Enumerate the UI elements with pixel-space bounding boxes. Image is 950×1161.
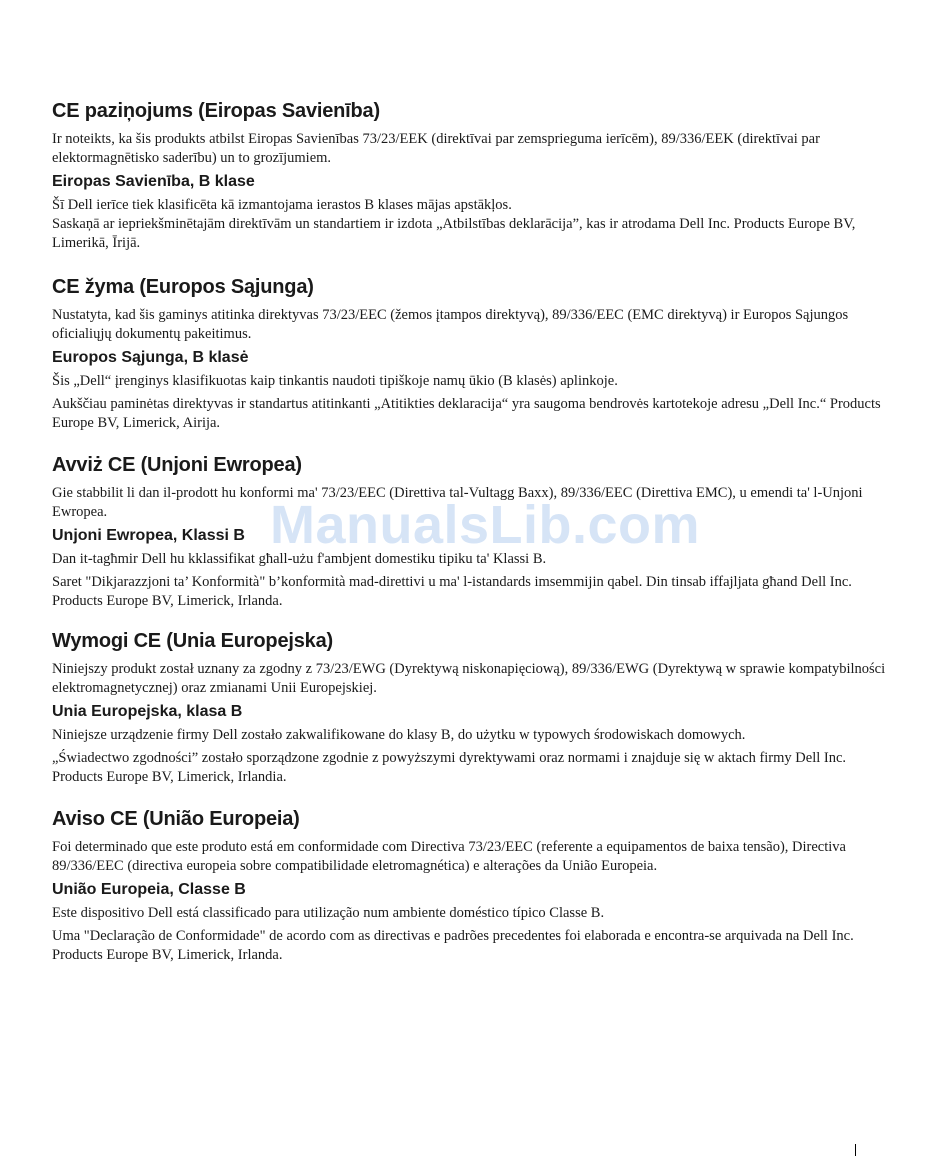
section-title: Wymogi CE (Unia Europejska) bbox=[52, 630, 333, 652]
section-body: Foi determinado que este produto está em conformidade com Directiva 73/23/EEC (referente a equipamentos de baixa tensão), Directiva 89/336/EEC (directiva europeia sobre compatibilidade eletromagnética) e alterações da União Europeia. bbox=[52, 839, 846, 874]
section-line: Aukščiau paminėtas direktyvas ir standartus atitinkanti „Atitikties deklaracija“ yra saugoma bendrovės kartotekoje adresu „Dell Inc.“ Products Europe BV, Limerick, Airija. bbox=[52, 396, 881, 431]
section-line: Saret "Dikjarazzjoni ta’ Konformità" b’konformità mad-direttivi u ma' l-istandards imsemmijin qabel. Din tinsab iffajljata għand Dell Inc. Products Europe BV, Limerick, Irlanda. bbox=[52, 574, 852, 609]
section-line: „Świadectwo zgodności” zostało sporządzone zgodnie z powyższymi dyrektywami oraz normami i znajduje się w aktach firmy Dell Inc. Products Europe BV, Limerick, Irlandia. bbox=[52, 750, 847, 785]
section-subtitle: Europos Sąjunga, B klasė bbox=[52, 349, 249, 366]
section-subtitle: Eiropas Savienība, B klase bbox=[52, 173, 255, 190]
section-title: CE žyma (Europos Sąjunga) bbox=[52, 276, 314, 298]
section-maltese bbox=[52, 452, 898, 628]
section-body: Niniejszy produkt został uznany za zgodny z 73/23/EWG (Dyrektywą niskonapięciową), 89/336/EWG (Dyrektywą w sprawie kompatybilności elektromagnetycznej) oraz zmianami Unii Europejskiej. bbox=[52, 661, 886, 696]
section-line: Niniejsze urządzenie firmy Dell zostało zakwalifikowane do klasy B, do użytku w typowych środowiskach domowych. bbox=[52, 727, 746, 743]
section-polish bbox=[52, 628, 898, 806]
section-title: Aviso CE (União Europeia) bbox=[52, 808, 300, 830]
section-title: Avviż CE (Unjoni Ewropea) bbox=[52, 454, 302, 476]
section-line: Dan it-tagħmir Dell hu kklassifikat għall-użu f'ambjent domestiku tipiku ta' Klassi B. bbox=[52, 551, 547, 567]
section-line: Šī Dell ierīce tiek klasificēta kā izmantojama ierastos B klases mājas apstākļos. bbox=[52, 197, 512, 213]
section-body: Ir noteikts, ka šis produkts atbilst Eiropas Savienības 73/23/EEK (direktīvai par zemsprieguma ierīcēm), 89/336/EEK (direktīvai par elektormagnētisko saderību) un to grozījumiem. bbox=[52, 131, 820, 166]
section-title: CE paziņojums (Eiropas Savienība) bbox=[52, 100, 380, 122]
section-line: Šis „Dell“ įrenginys klasifikuotas kaip tinkantis naudoti tipiškoje namų ūkio (B klasės) aplinkoje. bbox=[52, 373, 618, 389]
section-line: Este dispositivo Dell está classificado para utilização num ambiente doméstico típico Classe B. bbox=[52, 905, 605, 921]
watermark: ManualsLib.com bbox=[270, 495, 701, 555]
section-subtitle: Unia Europejska, klasa B bbox=[52, 703, 243, 720]
section-line: Saskaņā ar iepriekšminētajām direktīvām un standartiem ir izdota „Atbilstības deklarācija”, kas ir atrodama Dell Inc. Products Europe BV, Limerikā, Īrijā. bbox=[52, 216, 856, 251]
section-portuguese bbox=[52, 806, 898, 976]
page-number-marker bbox=[855, 1144, 856, 1156]
section-body: Nustatyta, kad šis gaminys atitinka direktyvas 73/23/EEC (žemos įtampos direktyvą), 89/336/EEC (EMC direktyvą) ir Europos Sąjungos oficialiųjų dokumentų pakeitimus. bbox=[52, 307, 849, 342]
section-line: Uma "Declaração de Conformidade" de acordo com as directivas e padrões precedentes foi elaborada e encontra-se arquivada na Dell Inc. Products Europe BV, Limerick, Irlanda. bbox=[52, 928, 854, 963]
section-subtitle: Unjoni Ewropea, Klassi B bbox=[52, 527, 245, 544]
section-subtitle: União Europeia, Classe B bbox=[52, 881, 246, 898]
document-page bbox=[52, 98, 898, 976]
section-body: Gie stabbilit li dan il-prodott hu konformi ma' 73/23/EEC (Direttiva tal-Vultagg Baxx), 89/336/EEC (Direttiva EMC), u emendi ta' l-Unjoni Ewropea. bbox=[52, 485, 863, 520]
section-lithuanian bbox=[52, 274, 898, 452]
section-latvian bbox=[52, 98, 898, 274]
